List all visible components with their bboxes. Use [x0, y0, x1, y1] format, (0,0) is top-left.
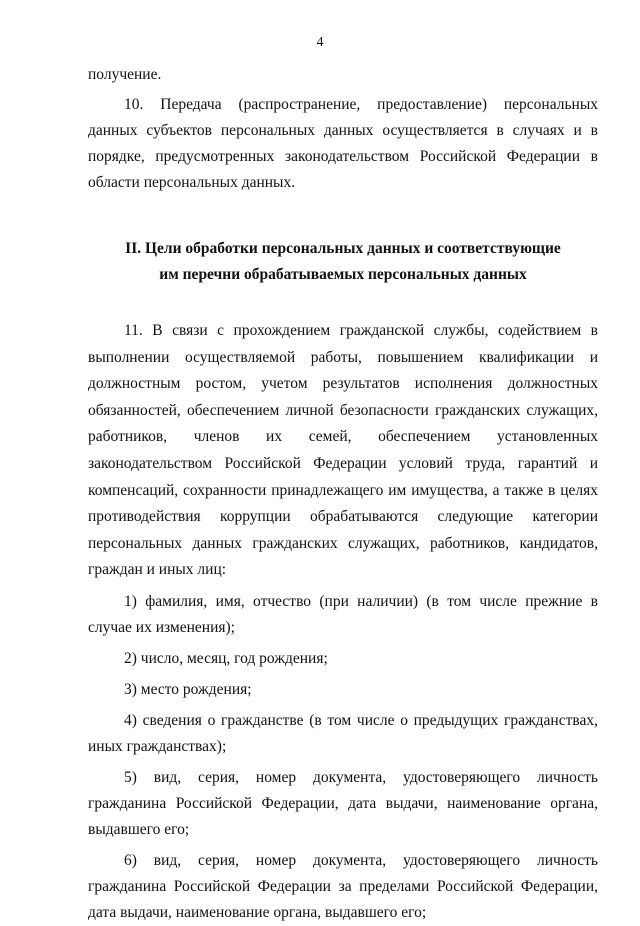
list-item: 1) фамилия, имя, отчество (при наличии) (в том числе прежние в случае их изменения);	[88, 592, 598, 636]
section-heading-line-1: II. Цели обработки персональных данных и соответствующие	[125, 240, 561, 257]
list-item: 4) сведения о гражданстве (в том числе о предыдущих гражданствах, иных гражданствах);	[88, 711, 598, 755]
section-heading-line-2: им перечни обрабатываемых персональных данных	[159, 266, 527, 283]
continuation-text: получение.	[88, 66, 162, 83]
list-item: 3) место рождения;	[124, 680, 252, 698]
document-body	[88, 62, 598, 926]
list-item: 5) вид, серия, номер документа, удостоверяющего личность гражданина Российской Федерации, дата выдачи, наименование органа, выдавшего его;	[88, 768, 598, 838]
paragraph-11: 11. В связи с прохождением гражданской службы, содействием в выполнении осуществляемой работы, повышением квалификации и должностным ростом, учетом результатов исполнения должностных обязанностей, обеспечением личной безопасности гражданских служащих, работников, членов их семей, обеспечением установленных законодательством Российской Федерации условий труда, гарантий и компенсаций, сохранности принадлежащего им имущества, а также в целях противодействия коррупции обрабатываются следующие категории персональных данных гражданских служащих, работников, кандидатов, граждан и иных лиц:	[88, 322, 598, 579]
section-heading	[88, 236, 598, 288]
list-item: 2) число, месяц, год рождения;	[124, 649, 328, 667]
page-number: 4	[316, 35, 324, 50]
paragraph-10: 10. Передача (распространение, предоставление) персональных данных субъектов персональных данных осуществляется в случаях и в порядке, предусмотренных законодательством Российской Федерации в области персональных данных.	[88, 96, 598, 191]
list-item: 6) вид, серия, номер документа, удостоверяющего личность гражданина Российской Федерации за пределами Российской Федерации, дата выдачи, наименование органа, выдавшего его;	[88, 851, 598, 921]
